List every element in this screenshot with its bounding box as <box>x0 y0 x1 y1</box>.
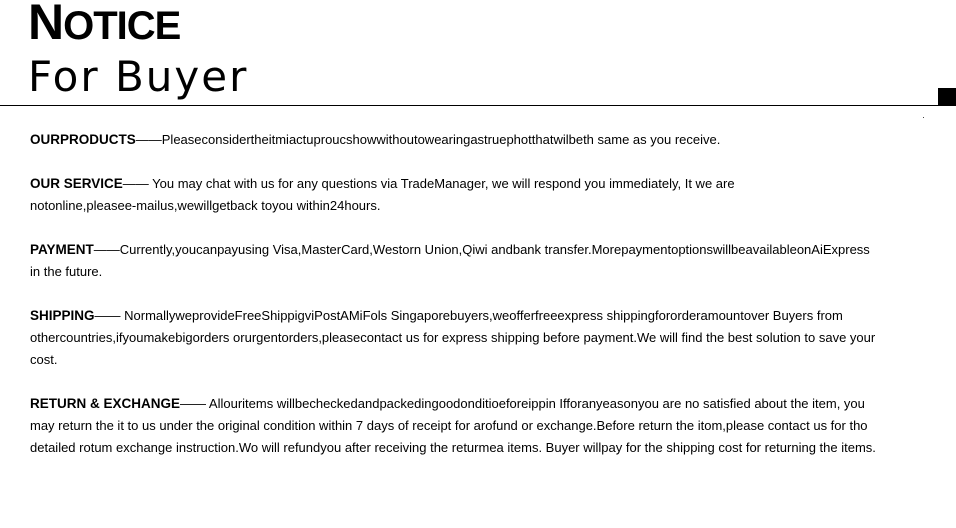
section-label: OURPRODUCTS <box>30 132 136 147</box>
section-dash: —— <box>180 396 209 411</box>
section-text: Allouritems willbecheckedandpackedingoodonditioeforeippin Ifforanyeasonyou are no satisfied about the item, you <box>208 396 865 411</box>
section-label: RETURN & EXCHANGE <box>30 396 181 411</box>
section-line <box>30 129 948 151</box>
section-text: notonline,pleasee-mailus,wewillgetback toyou within24hours. <box>30 198 381 213</box>
section-label: SHIPPING <box>30 308 95 323</box>
section-service <box>30 173 948 217</box>
section-dash: —— <box>135 132 162 147</box>
section-text: othercountries,ifyoumakebigorders orurgentorders,pleasecontact us for express shipping before payment.We will find the best solution to save your <box>30 330 876 345</box>
section-label: PAYMENT <box>30 242 94 257</box>
section-shipping <box>30 305 948 371</box>
section-text: Currently,youcanpayusing Visa,MasterCard,Westorn Union,Qiwi andbank transfer.MorepaymentoptionswillbeavailableonAiExpress <box>119 242 870 257</box>
section-text: You may chat with us for any questions via TradeManager, we will respond you immediately, It we are <box>152 176 735 191</box>
section-text: NormallyweprovideFreeShippigviPostAMiFols Singaporebuyers,weofferfreeexpress shippingfororderamountover Buyers from <box>124 308 843 323</box>
section-dash: —— <box>122 176 153 191</box>
section-payment <box>30 239 948 283</box>
page-title <box>28 0 180 54</box>
section-products <box>30 129 948 151</box>
corner-block-decoration <box>938 88 956 106</box>
section-label: OUR SERVICE <box>30 176 123 191</box>
header-divider <box>0 105 956 106</box>
section-text: in the future. <box>30 264 103 279</box>
title-rest: OTICE <box>63 4 181 48</box>
page-subtitle: For Buyer <box>28 52 249 101</box>
section-dash: —— <box>94 308 125 323</box>
section-text: may return the it to us under the original condition within 7 days of receipt for arofund or exchange.Before return the itom,please contact us for tho <box>30 418 868 433</box>
section-line <box>30 393 948 415</box>
stray-dot-decoration <box>923 117 924 118</box>
policy-sections <box>30 129 948 481</box>
section-text: Pleaseconsidertheitmiactuproucshowwithoutowearingastruephotthatwilbeth same as you receive. <box>161 132 721 147</box>
section-line <box>30 239 948 261</box>
section-text: detailed rotum exchange instruction.Wo will refundyou after receiving the returmea items. Buyer willpay for the shipping cost for returning the items. <box>30 440 876 455</box>
section-return-exchange <box>30 393 948 459</box>
section-line <box>30 173 948 195</box>
section-text: cost. <box>30 352 58 367</box>
section-line <box>30 305 948 327</box>
title-first-letter: N <box>28 0 64 50</box>
section-dash: —— <box>93 242 120 257</box>
